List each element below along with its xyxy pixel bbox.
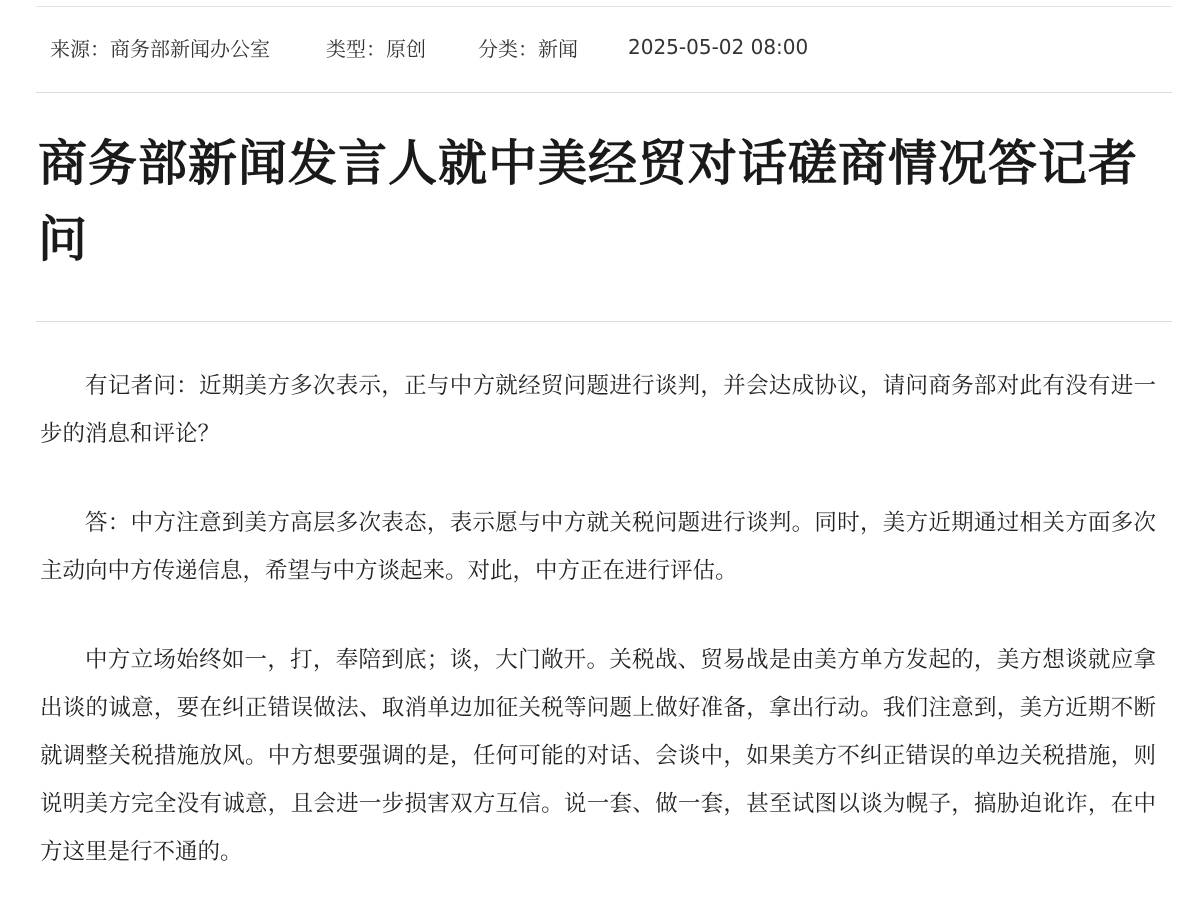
article-body <box>40 362 1156 917</box>
meta-category-label: 分类： <box>478 36 538 61</box>
meta-type <box>326 33 478 62</box>
meta-source-label: 来源： <box>50 36 110 61</box>
meta-type-label: 类型： <box>326 36 386 61</box>
top-divider <box>36 6 1172 7</box>
meta-datetime: 2025-05-02 08:00 <box>628 35 809 59</box>
meta-category <box>478 33 628 62</box>
paragraph-question: 有记者问：近期美方多次表示，正与中方就经贸问题进行谈判，并会达成协议，请问商务部对此有没有进一步的消息和评论？ <box>40 373 1156 447</box>
meta-divider <box>36 92 1172 93</box>
paragraph-position: 中方立场始终如一，打，奉陪到底；谈，大门敞开。关税战、贸易战是由美方单方发起的，美方想谈就应拿出谈的诚意，要在纠正错误做法、取消单边加征关税等问题上做好准备，拿出行动。我们注意到，美方近期不断就调整关税措施放风。中方想要强调的是，任何可能的对话、会谈中，如果美方不纠正错误的单边关税措施，则说明美方完全没有诚意，且会进一步损害双方互信。说一套、做一套，甚至试图以谈为幌子，搞胁迫讹诈，在中方这里是行不通的。 <box>40 647 1156 865</box>
article-title: 商务部新闻发言人就中美经贸对话磋商情况答记者问 <box>38 135 1139 268</box>
article-meta-bar <box>50 32 808 62</box>
meta-category-value: 新闻 <box>538 36 578 61</box>
meta-source <box>50 33 326 62</box>
title-divider <box>36 321 1172 322</box>
meta-source-value: 商务部新闻办公室 <box>110 36 270 61</box>
paragraph-answer: 答：中方注意到美方高层多次表态，表示愿与中方就关税问题进行谈判。同时，美方近期通过相关方面多次主动向中方传递信息，希望与中方谈起来。对此，中方正在进行评估。 <box>40 510 1156 584</box>
meta-type-value: 原创 <box>386 36 426 61</box>
